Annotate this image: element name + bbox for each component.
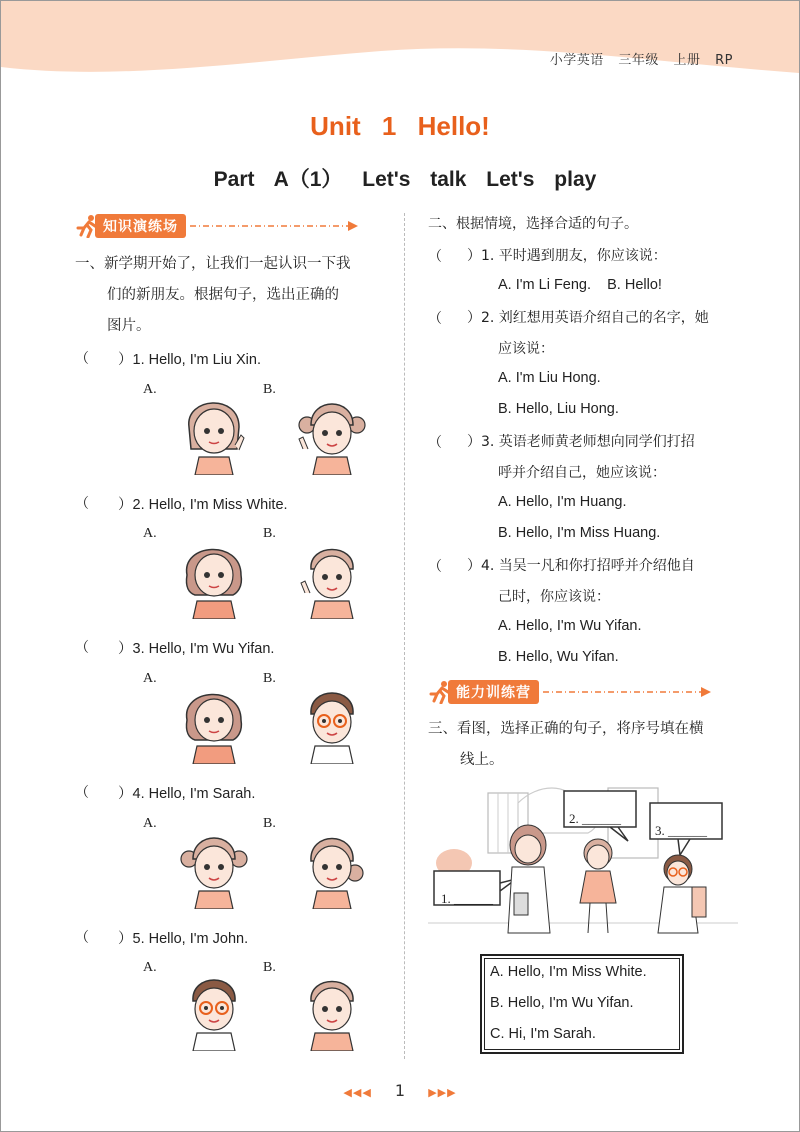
- speech-bubble-3-blank[interactable]: 3. ______: [655, 823, 707, 838]
- answer-paren[interactable]: （: [75, 640, 89, 656]
- section-tag-label: 知识演练场: [95, 214, 186, 238]
- dash-arrow-icon: [543, 686, 713, 698]
- answer-paren[interactable]: （: [428, 311, 442, 327]
- item-4-sentence: ）4. Hello, I'm Sarah.: [118, 786, 256, 802]
- option-a-label: A.: [143, 382, 157, 397]
- section-tag-ability: [428, 680, 713, 704]
- part2-q2-line1: ）2. 刘红想用英语介绍自己的名字，她: [467, 310, 709, 326]
- answer-paren[interactable]: （: [428, 249, 442, 265]
- part2-q2-line2: 应该说：: [498, 341, 554, 357]
- option-b-label: B.: [263, 816, 276, 831]
- option-b-label: B.: [263, 671, 276, 686]
- section-tag-knowledge: [75, 214, 360, 238]
- girl-pigtails-image[interactable]: [179, 821, 249, 909]
- girl-pigtails-image[interactable]: [297, 387, 367, 475]
- part2-q1-options: A. I'm Li Feng. B. Hello!: [498, 277, 662, 293]
- part2-q1: ）1. 平时遇到朋友，你应该说：: [467, 248, 667, 264]
- part2-q4-line2: 己时，你应该说：: [498, 589, 610, 605]
- part2-q2-option-b: B. Hello, Liu Hong.: [498, 401, 619, 417]
- speech-bubble-2-blank[interactable]: 2. ______: [569, 811, 621, 826]
- header-wave-band: [1, 1, 799, 81]
- page-number: 1: [394, 1081, 406, 1100]
- unit-title: Unit 1 Hello!: [310, 111, 490, 141]
- classroom-scene-image: [428, 783, 738, 941]
- part1-instruction-line3: 图片。: [107, 318, 151, 334]
- option-a-label: A.: [143, 671, 157, 686]
- teacher-woman-image[interactable]: [179, 531, 249, 619]
- option-b-label: B.: [263, 382, 276, 397]
- page-footer: [1, 1081, 799, 1100]
- boy-curly-image[interactable]: [297, 963, 367, 1051]
- column-divider: [404, 213, 405, 1059]
- item-3-sentence: ）3. Hello, I'm Wu Yifan.: [118, 641, 275, 657]
- part3-instruction-line2: 线上。: [460, 752, 504, 768]
- part1-instruction-line1: 一、新学期开始了，让我们一起认识一下我: [75, 256, 351, 272]
- answer-paren[interactable]: （: [75, 930, 89, 946]
- girl-bun-image[interactable]: [297, 821, 367, 909]
- answer-paren[interactable]: （: [428, 559, 442, 575]
- part2-q3-line1: ）3. 英语老师黄老师想向同学们打招: [467, 434, 695, 450]
- answer-options-box: [480, 954, 684, 1054]
- speech-bubble-1-blank[interactable]: 1. ______: [441, 891, 493, 906]
- section-tag-label: 能力训练营: [448, 680, 539, 704]
- part2-q3-option-a: A. Hello, I'm Huang.: [498, 494, 627, 510]
- part2-q4-option-b: B. Hello, Wu Yifan.: [498, 649, 619, 665]
- answer-paren[interactable]: （: [75, 496, 89, 512]
- item-2-sentence: ）2. Hello, I'm Miss White.: [118, 497, 288, 513]
- teacher-woman-image[interactable]: [179, 676, 249, 764]
- part2-q4-line1: ）4. 当吴一凡和你打招呼并介绍他自: [467, 558, 695, 574]
- header-book-info: 小学英语 三年级 上册 RP: [549, 53, 733, 68]
- answer-option-c: C. Hi, I'm Sarah.: [490, 1026, 596, 1042]
- part2-q4-option-a: A. Hello, I'm Wu Yifan.: [498, 618, 642, 634]
- girl-bob-hair-image[interactable]: [179, 387, 249, 475]
- part1-instruction-line2: 们的新朋友。根据句子，选出正确的: [107, 287, 339, 303]
- option-b-label: B.: [263, 526, 276, 541]
- dash-arrow-icon: [190, 220, 360, 232]
- part3-instruction-line1: 三、看图，选择正确的句子，将序号填在横: [428, 721, 704, 737]
- answer-paren[interactable]: （: [428, 435, 442, 451]
- part2-q3-line2: 呼并介绍自己，她应该说：: [498, 465, 666, 481]
- option-a-label: A.: [143, 816, 157, 831]
- answer-option-a: A. Hello, I'm Miss White.: [490, 964, 647, 980]
- right-arrows-icon: ▶▶▶: [428, 1086, 457, 1099]
- part2-q2-option-a: A. I'm Liu Hong.: [498, 370, 601, 386]
- lesson-subtitle: Part A（1） Let's talk Let's play: [213, 168, 597, 191]
- option-b-label: B.: [263, 960, 276, 975]
- option-a-label: A.: [143, 960, 157, 975]
- boy-glasses-image[interactable]: [297, 676, 367, 764]
- left-arrows-icon: ◀◀◀: [343, 1086, 372, 1099]
- answer-paren[interactable]: （: [75, 351, 89, 367]
- answer-paren[interactable]: （: [75, 785, 89, 801]
- part2-q3-option-b: B. Hello, I'm Miss Huang.: [498, 525, 661, 541]
- item-1-sentence: ）1. Hello, I'm Liu Xin.: [118, 352, 261, 368]
- answer-option-b: B. Hello, I'm Wu Yifan.: [490, 995, 634, 1011]
- item-5-sentence: ）5. Hello, I'm John.: [118, 931, 249, 947]
- boy-curly-image[interactable]: [297, 531, 367, 619]
- option-a-label: A.: [143, 526, 157, 541]
- boy-glasses-image[interactable]: [179, 963, 249, 1051]
- part2-heading: 二、根据情境，选择合适的句子。: [428, 216, 638, 232]
